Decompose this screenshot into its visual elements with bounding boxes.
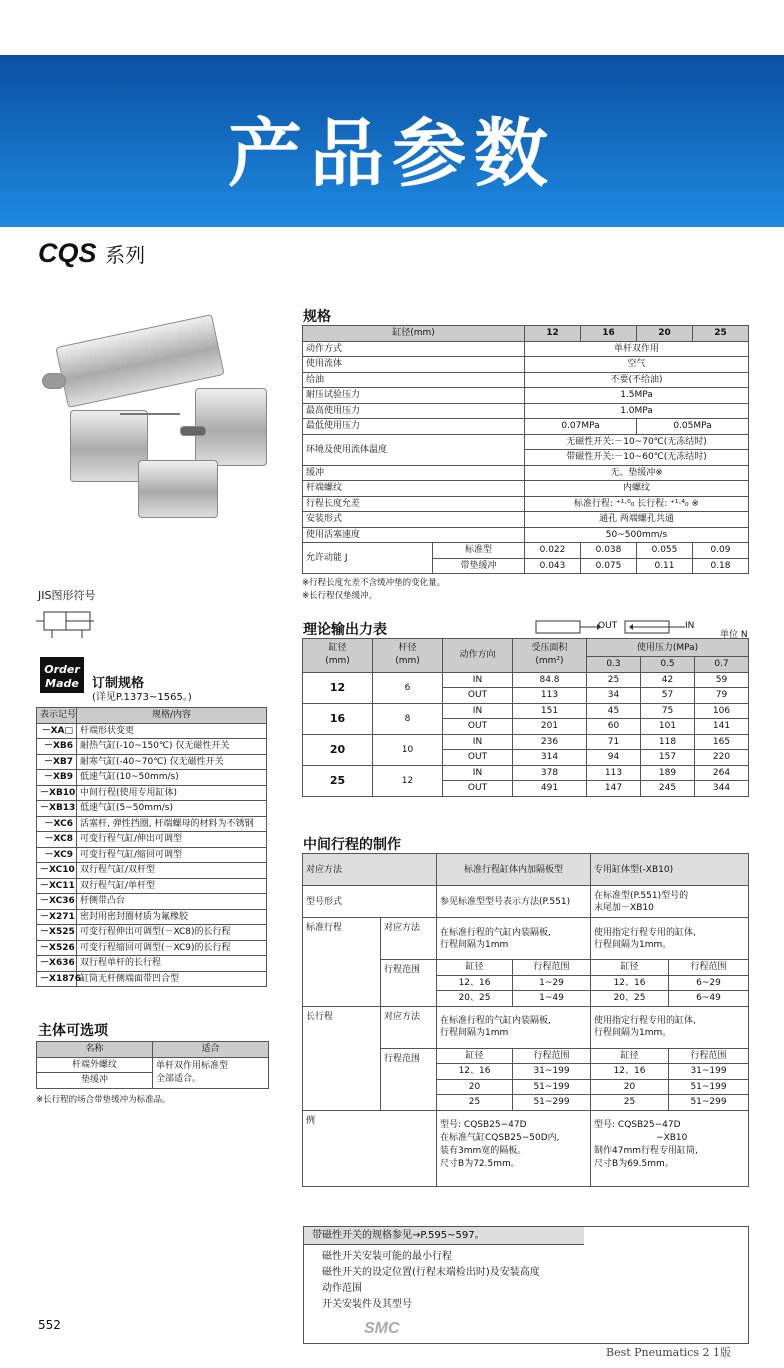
area: 491 bbox=[513, 781, 587, 797]
force-title: 理论输出力表 bbox=[303, 622, 387, 638]
mid-cell: 在标准型(P.551)型号的 bbox=[594, 890, 689, 901]
area: 201 bbox=[513, 719, 587, 735]
spec-value: 0.05MPa bbox=[637, 419, 749, 435]
mid-cell: 参见标准型型号表示方法(P.551) bbox=[437, 886, 591, 918]
mid-cell: 行程间隔为1mm。 bbox=[594, 1028, 672, 1038]
rod: 12 bbox=[373, 765, 443, 796]
force-unit: 单位 N bbox=[720, 630, 748, 640]
force-direction-diagram bbox=[535, 618, 705, 636]
spec-header-bore: 缸径(mm) bbox=[303, 326, 525, 342]
force-value: 245 bbox=[641, 781, 695, 797]
force-header: 受压面积 (mm²) bbox=[513, 639, 587, 673]
spec-note: ※行程长度允差不含缓冲垫的变化量。 bbox=[302, 578, 446, 588]
jis-symbol-icon bbox=[36, 604, 96, 644]
order-header: 表示记号 bbox=[37, 708, 77, 724]
spec-label: 使用活塞速度 bbox=[303, 527, 525, 543]
bore: 16 bbox=[303, 703, 373, 734]
mid-cell: 使用指定行程专用的缸体, bbox=[594, 1016, 696, 1026]
switch-head: 带磁性开关的规格参见→P.595~597。 bbox=[304, 1227, 584, 1245]
force-value: 34 bbox=[587, 688, 641, 704]
options-table bbox=[36, 1041, 269, 1089]
force-value: 264 bbox=[695, 765, 749, 781]
mid-cell: 51~299 bbox=[669, 1095, 749, 1111]
mid-example: 制作47mm行程专用缸筒, bbox=[594, 1145, 698, 1156]
smc-logo: SMC bbox=[364, 1320, 400, 1337]
order-logo-text: Made bbox=[45, 677, 79, 690]
order-table bbox=[36, 707, 267, 987]
switch-item: 磁性开关安装可能的最小行程 bbox=[322, 1251, 452, 1262]
title-banner bbox=[0, 55, 784, 227]
watermark: Best Pneumatics 2 1版 bbox=[606, 1346, 731, 1359]
area: 236 bbox=[513, 734, 587, 750]
option-fit: 单杆双作用标准型 bbox=[156, 1060, 229, 1071]
force-value: 141 bbox=[695, 719, 749, 735]
force-value: 220 bbox=[695, 750, 749, 766]
order-desc: 双行程单杆的长行程 bbox=[77, 956, 267, 972]
spec-note: ※长行程仅垫缓冲。 bbox=[302, 591, 378, 601]
spec-value: 内螺纹 bbox=[525, 481, 749, 497]
energy-value: 0.043 bbox=[525, 558, 581, 574]
mid-cell: 6~49 bbox=[669, 991, 749, 1007]
spec-value: 不要(不给油) bbox=[525, 372, 749, 388]
force-value: 79 bbox=[695, 688, 749, 704]
mid-col: 缸径 bbox=[437, 960, 513, 976]
area: 314 bbox=[513, 750, 587, 766]
order-desc: 耐热气缸(-10~150℃) 仅无磁性开关 bbox=[77, 739, 267, 755]
order-subtitle: (详见P.1373~1565。) bbox=[92, 692, 192, 703]
mid-example: 尺寸B为69.5mm。 bbox=[594, 1158, 674, 1169]
order-desc: 可变行程伸出可调型(－XC8)的长行程 bbox=[77, 925, 267, 941]
order-desc: 可变行程气缸/伸出可调型 bbox=[77, 832, 267, 848]
series-label: 系列 bbox=[105, 243, 146, 267]
order-code: －X526 bbox=[37, 940, 77, 956]
mid-cell: 6~29 bbox=[669, 975, 749, 991]
force-table bbox=[302, 638, 749, 797]
area: 151 bbox=[513, 703, 587, 719]
energy-value: 0.022 bbox=[525, 543, 581, 559]
order-code: －X271 bbox=[37, 909, 77, 925]
energy-type: 带垫缓冲 bbox=[433, 558, 525, 574]
order-desc: 活塞杆, 弹性挡圈, 杆端螺母的材料为不锈钢 bbox=[77, 816, 267, 832]
mid-header: 专用缸体型(-XB10) bbox=[591, 854, 749, 886]
energy-value: 0.038 bbox=[581, 543, 637, 559]
spec-value: 标准行程: ⁺¹·⁰₀ 长行程: ⁺¹·⁴₀ ※ bbox=[525, 496, 749, 512]
spec-label: 允许动能 J bbox=[303, 543, 433, 574]
order-code: －XC8 bbox=[37, 832, 77, 848]
force-value: 147 bbox=[587, 781, 641, 797]
mid-cell: 12、16 bbox=[591, 975, 669, 991]
spec-value: 0.07MPa bbox=[525, 419, 637, 435]
order-title: 订制规格 bbox=[92, 676, 145, 691]
mid-cell: 行程间隔为1mm bbox=[440, 939, 509, 950]
force-value: 59 bbox=[695, 672, 749, 688]
mid-header: 标准行程缸体内加隔板型 bbox=[437, 854, 591, 886]
mid-label: 例 bbox=[303, 1110, 437, 1186]
mid-col: 行程范围 bbox=[513, 1048, 591, 1064]
mid-cell: 1~29 bbox=[513, 975, 591, 991]
bore: 12 bbox=[303, 672, 373, 703]
force-value: 113 bbox=[587, 765, 641, 781]
spec-value: 1.0MPa bbox=[525, 403, 749, 419]
direction: OUT bbox=[443, 750, 513, 766]
mid-col: 缸径 bbox=[591, 960, 669, 976]
area: 113 bbox=[513, 688, 587, 704]
mid-cell: 12、16 bbox=[591, 1064, 669, 1080]
spec-value: 空气 bbox=[525, 357, 749, 373]
mid-cell: 20 bbox=[591, 1079, 669, 1095]
spec-value: 无、垫缓冲※ bbox=[525, 465, 749, 481]
mid-label: 长行程 bbox=[303, 1006, 381, 1110]
order-code: －XC11 bbox=[37, 878, 77, 894]
rod: 10 bbox=[373, 734, 443, 765]
mid-label: 行程范围 bbox=[381, 1048, 437, 1110]
mid-example: 在标准气缸CQSB25−50D内, bbox=[440, 1132, 560, 1143]
order-code: －XB10 bbox=[37, 785, 77, 801]
order-code: －X1876 bbox=[37, 971, 77, 987]
mid-col: 行程范围 bbox=[669, 960, 749, 976]
spec-value: 单杆双作用 bbox=[525, 341, 749, 357]
mid-cell: 末尾加－XB10 bbox=[594, 902, 654, 913]
mid-stroke-table bbox=[302, 853, 749, 1187]
mid-cell: 25 bbox=[591, 1095, 669, 1111]
mid-example: 型号: CQSB25−47D bbox=[594, 1119, 681, 1130]
spec-header: 25 bbox=[693, 326, 749, 342]
force-value: 101 bbox=[641, 719, 695, 735]
force-header: 杆径 (mm) bbox=[373, 639, 443, 673]
order-desc: 杆侧带凸台 bbox=[77, 894, 267, 910]
mid-label: 对应方法 bbox=[381, 1006, 437, 1048]
mid-example: 型号: CQSB25−47D bbox=[440, 1119, 527, 1130]
order-code: －XA□ bbox=[37, 723, 77, 739]
spec-label: 缓冲 bbox=[303, 465, 525, 481]
direction: OUT bbox=[443, 781, 513, 797]
direction: IN bbox=[443, 734, 513, 750]
energy-type: 标准型 bbox=[433, 543, 525, 559]
order-code: －XC9 bbox=[37, 847, 77, 863]
bore: 25 bbox=[303, 765, 373, 796]
mid-cell: 51~299 bbox=[513, 1095, 591, 1111]
energy-value: 0.075 bbox=[581, 558, 637, 574]
mid-cell: 1~49 bbox=[513, 991, 591, 1007]
order-desc: 杆端形状变更 bbox=[77, 723, 267, 739]
spec-value: 1.5MPa bbox=[525, 388, 749, 404]
order-desc: 可变行程气缸/缩回可调型 bbox=[77, 847, 267, 863]
direction: IN bbox=[443, 672, 513, 688]
jis-title: JIS图形符号 bbox=[38, 589, 96, 602]
mid-cell: 51~199 bbox=[669, 1079, 749, 1095]
force-value: 57 bbox=[641, 688, 695, 704]
pressure-header: 0.5 bbox=[641, 657, 695, 673]
switch-item: 动作范围 bbox=[322, 1283, 362, 1294]
spec-label: 最高使用压力 bbox=[303, 403, 525, 419]
mid-header: 对应方法 bbox=[303, 854, 437, 886]
energy-value: 0.11 bbox=[637, 558, 693, 574]
option-name: 垫缓冲 bbox=[37, 1073, 153, 1089]
energy-value: 0.18 bbox=[693, 558, 749, 574]
direction: IN bbox=[443, 703, 513, 719]
mid-example: 装有3mm宽的隔板。 bbox=[440, 1145, 527, 1156]
mid-col: 行程范围 bbox=[513, 960, 591, 976]
energy-value: 0.055 bbox=[637, 543, 693, 559]
mid-cell: 12、16 bbox=[437, 1064, 513, 1080]
mid-cell: 使用指定行程专用的缸体, bbox=[594, 927, 696, 938]
force-value: 94 bbox=[587, 750, 641, 766]
mid-cell: 行程间隔为1mm。 bbox=[594, 939, 672, 950]
order-code: －XC6 bbox=[37, 816, 77, 832]
mid-example: 尺寸B为72.5mm。 bbox=[440, 1158, 520, 1169]
spec-label: 环境及使用流体温度 bbox=[303, 434, 525, 465]
options-header: 适合 bbox=[153, 1042, 269, 1058]
spec-label: 耐压试验压力 bbox=[303, 388, 525, 404]
force-value: 118 bbox=[641, 734, 695, 750]
force-header: 动作方向 bbox=[443, 639, 513, 673]
page-number: 552 bbox=[38, 1318, 61, 1332]
spec-value: 50~500mm/s bbox=[525, 527, 749, 543]
mid-cell: 20、25 bbox=[437, 991, 513, 1007]
force-value: 157 bbox=[641, 750, 695, 766]
direction: IN bbox=[443, 765, 513, 781]
order-code: －XB7 bbox=[37, 754, 77, 770]
order-code: －X525 bbox=[37, 925, 77, 941]
spec-notes bbox=[302, 577, 445, 603]
order-made-logo bbox=[40, 657, 84, 693]
mid-cell: 25 bbox=[437, 1095, 513, 1111]
direction: OUT bbox=[443, 688, 513, 704]
spec-label: 使用流体 bbox=[303, 357, 525, 373]
mid-label: 行程范围 bbox=[381, 960, 437, 1007]
option-name: 杆端外螺纹 bbox=[37, 1057, 153, 1073]
mid-cell: 20、25 bbox=[591, 991, 669, 1007]
mid-cell: 20 bbox=[437, 1079, 513, 1095]
order-code: －XC10 bbox=[37, 863, 77, 879]
options-header: 名称 bbox=[37, 1042, 153, 1058]
order-desc: 耐寒气缸(-40~70℃) 仅无磁性开关 bbox=[77, 754, 267, 770]
force-value: 165 bbox=[695, 734, 749, 750]
force-in-label: IN bbox=[685, 621, 695, 631]
force-header: 缸径 (mm) bbox=[303, 639, 373, 673]
product-photo bbox=[40, 318, 280, 518]
order-desc: 可变行程缩回可调型(－XC9)的长行程 bbox=[77, 940, 267, 956]
order-desc: 缸筒无杆侧端面带凹合型 bbox=[77, 971, 267, 987]
order-code: －XB13 bbox=[37, 801, 77, 817]
spec-header: 16 bbox=[581, 326, 637, 342]
order-code: －XB9 bbox=[37, 770, 77, 786]
mid-example: −XB10 bbox=[656, 1132, 688, 1143]
mid-cell: 在标准行程的气缸内装隔板, bbox=[440, 927, 551, 938]
spec-label: 给油 bbox=[303, 372, 525, 388]
series-code: CQS bbox=[38, 238, 97, 268]
force-value: 25 bbox=[587, 672, 641, 688]
spec-table bbox=[302, 325, 749, 574]
force-value: 71 bbox=[587, 734, 641, 750]
pressure-header: 0.7 bbox=[695, 657, 749, 673]
mid-label: 标准行程 bbox=[303, 918, 381, 1007]
force-value: 45 bbox=[587, 703, 641, 719]
force-value: 75 bbox=[641, 703, 695, 719]
order-desc: 密封用密封圈材质为氟橡胶 bbox=[77, 909, 267, 925]
mid-col: 缸径 bbox=[591, 1048, 669, 1064]
spec-label: 最低使用压力 bbox=[303, 419, 525, 435]
rod: 6 bbox=[373, 672, 443, 703]
order-code: －XB6 bbox=[37, 739, 77, 755]
options-title: 主体可选项 bbox=[38, 1023, 108, 1039]
mid-cell: 在标准行程的气缸内装隔板, bbox=[440, 1016, 551, 1026]
order-code: －X636 bbox=[37, 956, 77, 972]
mid-col: 缸径 bbox=[437, 1048, 513, 1064]
mid-cell: 12、16 bbox=[437, 975, 513, 991]
pressure-header: 0.3 bbox=[587, 657, 641, 673]
spec-value: 带磁性开关:－10~60℃(无冻结时) bbox=[525, 450, 749, 466]
spec-label: 杆端螺纹 bbox=[303, 481, 525, 497]
banner-title: 产品参数 bbox=[228, 111, 556, 197]
order-desc: 双行程气缸/双杆型 bbox=[77, 863, 267, 879]
order-code: －XC36 bbox=[37, 894, 77, 910]
area: 84.8 bbox=[513, 672, 587, 688]
mid-label: 对应方法 bbox=[381, 918, 437, 960]
mid-cell: 51~199 bbox=[513, 1079, 591, 1095]
order-desc: 双行程气缸/单杆型 bbox=[77, 878, 267, 894]
spec-value: 无磁性开关:－10~70℃(无冻结时) bbox=[525, 434, 749, 450]
force-value: 344 bbox=[695, 781, 749, 797]
spec-header: 20 bbox=[637, 326, 693, 342]
mid-cell: 31~199 bbox=[513, 1064, 591, 1080]
energy-value: 0.09 bbox=[693, 543, 749, 559]
mid-label: 型号形式 bbox=[303, 886, 437, 918]
order-desc: 低速气缸(10~50mm/s) bbox=[77, 770, 267, 786]
spec-label: 行程长度允差 bbox=[303, 496, 525, 512]
bore: 20 bbox=[303, 734, 373, 765]
mid-title: 中间行程的制作 bbox=[303, 837, 401, 853]
spec-value: 通孔 两端螺孔共通 bbox=[525, 512, 749, 528]
spec-label: 动作方式 bbox=[303, 341, 525, 357]
order-logo-text: Order bbox=[44, 663, 80, 676]
switch-item: 磁性开关的设定位置(行程末端检出时)及安装高度 bbox=[322, 1267, 540, 1278]
switch-item: 开关安装件及其型号 bbox=[322, 1299, 412, 1310]
spec-header: 12 bbox=[525, 326, 581, 342]
force-value: 106 bbox=[695, 703, 749, 719]
mid-col: 行程范围 bbox=[669, 1048, 749, 1064]
force-value: 189 bbox=[641, 765, 695, 781]
spec-title: 规格 bbox=[303, 309, 331, 325]
options-note: ※长行程的场合带垫缓冲为标准品。 bbox=[36, 1095, 171, 1105]
option-fit: 全部适合。 bbox=[156, 1073, 202, 1084]
order-desc: 低速气缸(5~50mm/s) bbox=[77, 801, 267, 817]
spec-label: 安装形式 bbox=[303, 512, 525, 528]
direction: OUT bbox=[443, 719, 513, 735]
mid-cell: 行程间隔为1mm bbox=[440, 1028, 509, 1038]
force-value: 60 bbox=[587, 719, 641, 735]
rod: 8 bbox=[373, 703, 443, 734]
mid-cell: 31~199 bbox=[669, 1064, 749, 1080]
force-header: 使用压力(MPa) bbox=[587, 639, 749, 657]
area: 378 bbox=[513, 765, 587, 781]
order-desc: 中间行程(使用专用缸体) bbox=[77, 785, 267, 801]
series-title bbox=[38, 238, 145, 269]
force-out-label: OUT bbox=[598, 621, 618, 631]
order-header: 规格/内容 bbox=[77, 708, 267, 724]
force-value: 42 bbox=[641, 672, 695, 688]
